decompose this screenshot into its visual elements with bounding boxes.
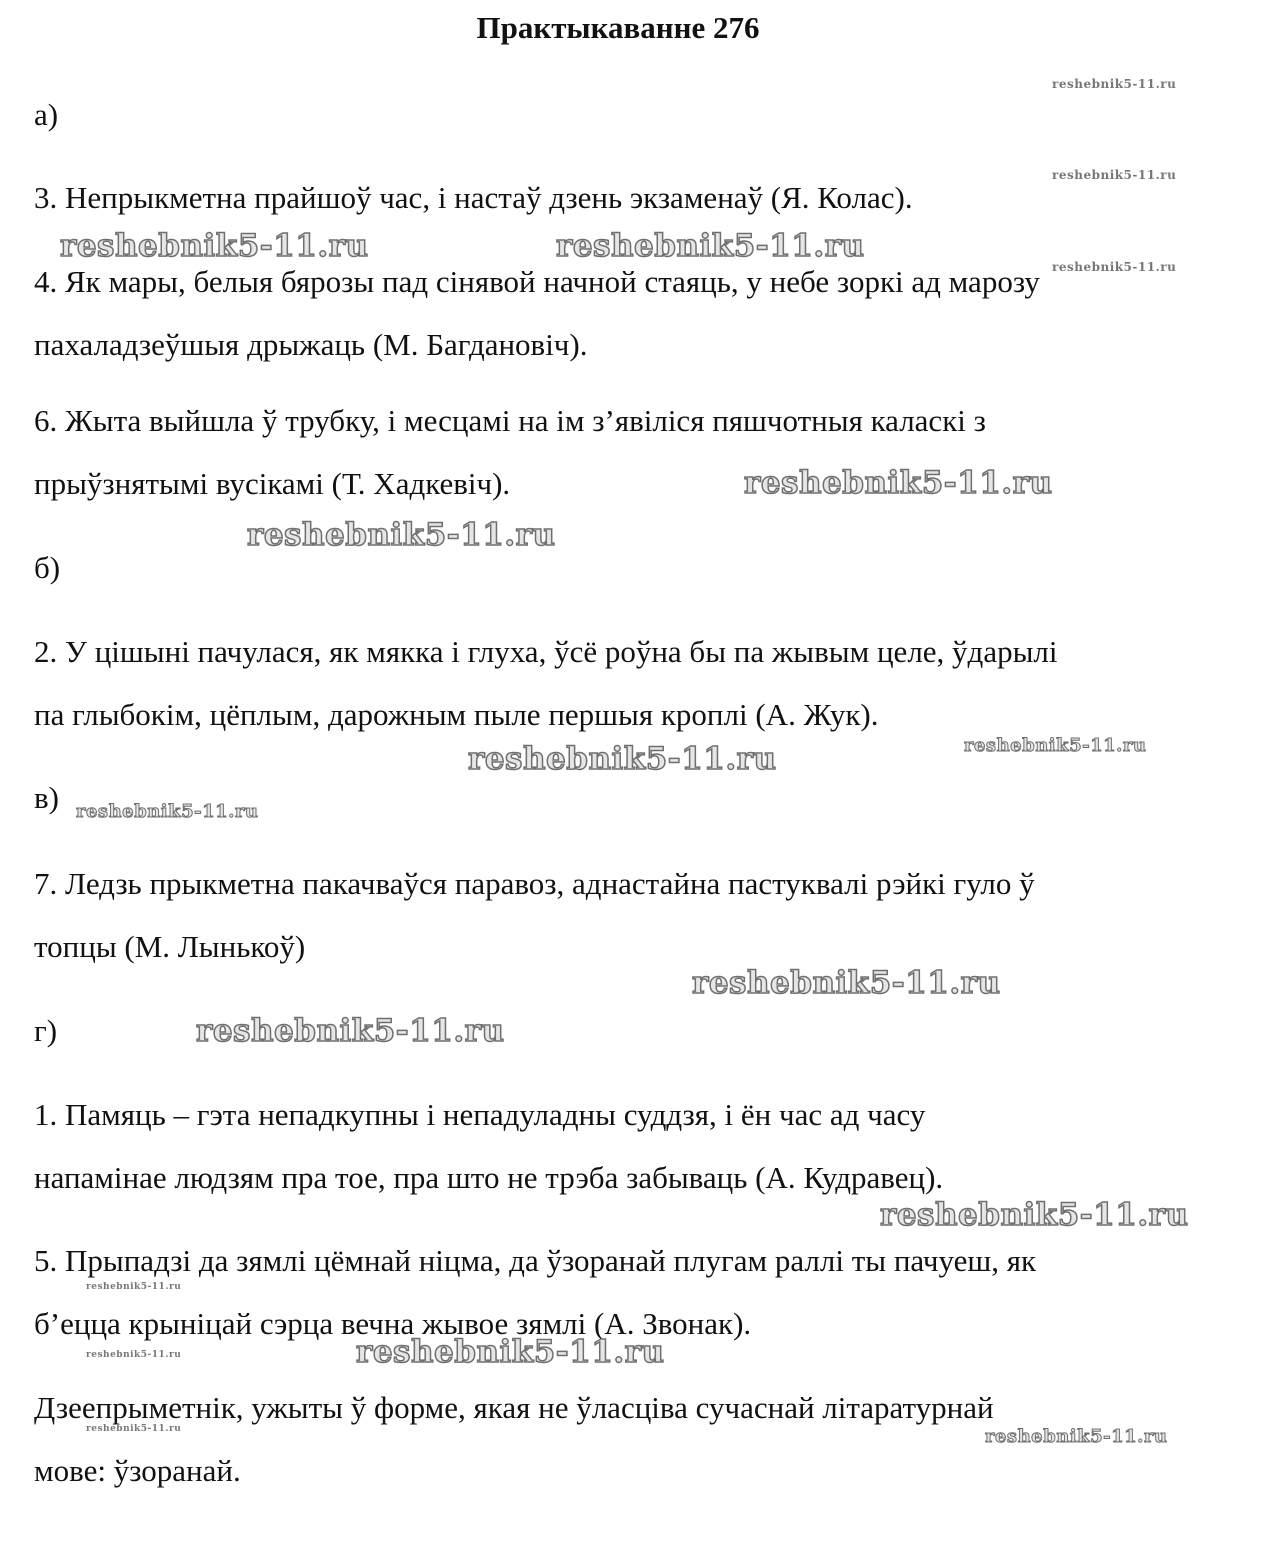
page-title: Практыкаванне 276 [476,10,760,45]
watermark: reshebnik5-11.ru [468,741,777,777]
watermark: reshebnik5-11.ru [964,735,1147,756]
watermark: reshebnik5-11.ru [86,1350,182,1360]
watermark: reshebnik5-11.ru [196,1013,505,1049]
sentence-7-line-2: топцы (М. Лынькоў) [34,929,306,964]
watermark: reshebnik5-11.ru [247,517,556,553]
sentence-1-line-1: 1. Памяць – гэта непадкупны і непадуладны суддзя, і ён час ад часу [34,1097,926,1132]
section-label-d: г) [34,1013,58,1048]
sentence-4-line-1: 4. Як мары, белыя бярозы пад сінявой начной стаяць, у небе зоркі ад марозу [34,264,1040,299]
conclusion-line-2: мове: ўзоранай. [34,1453,241,1488]
sentence-5-line-1: 5. Прыпадзі да зямлі цёмнай ніцма, да ўзоранай плугам раллі ты пачуеш, як [34,1243,1037,1278]
section-label-b: б) [34,550,61,585]
sentence-2-line-1: 2. У цішыні пачулася, як мякка і глуха, ўсё роўна бы па жывым целе, ўдарылі [34,634,1058,669]
watermark: reshebnik5-11.ru [880,1197,1189,1233]
watermark: reshebnik5-11.ru [1052,260,1177,274]
watermark: reshebnik5-11.ru [985,1426,1168,1447]
sentence-2-line-2: па глыбокім, цёплым, дарожным пыле першыя кроплі (А. Жук). [34,697,879,732]
sentence-4-line-2: пахаладзеўшыя дрыжаць (М. Багдановіч). [34,327,588,362]
watermark: reshebnik5-11.ru [356,1334,665,1370]
watermark: reshebnik5-11.ru [76,801,259,822]
section-label-c: в) [34,780,59,815]
section-label-a: а) [34,97,59,132]
sentence-6-line-1: 6. Жыта выйшла ў трубку, і месцамі на ім з’явіліся пяшчотныя каласкі з [34,403,986,438]
sentence-7-line-1: 7. Ледзь прыкметна пакачваўся паравоз, аднастайна пастуквалі рэйкі гуло ў [34,866,1035,901]
sentence-6-line-2: прыўзнятымі вусікамі (Т. Хадкевіч). [34,466,511,501]
watermark: reshebnik5-11.ru [86,1424,182,1434]
sentence-5-line-2: б’ецца крыніцай сэрца вечна жывое зямлі (А. Звонак). [34,1306,752,1341]
watermark: reshebnik5-11.ru [556,228,865,264]
watermark: reshebnik5-11.ru [1052,77,1177,91]
sentence-1-line-2: напамінае людзям пра тое, пра што не трэба забываць (А. Кудравец). [34,1160,944,1195]
watermark: reshebnik5-11.ru [1052,168,1177,182]
watermark: reshebnik5-11.ru [744,465,1053,501]
watermark: reshebnik5-11.ru [692,965,1001,1001]
sentence-3: 3. Непрыкметна прайшоў час, і настаў дзень экзаменаў (Я. Колас). [34,180,913,215]
conclusion-line-1: Дзеепрыметнік, ужыты ў форме, якая не ўласціва сучаснай літаратурнай [34,1390,994,1425]
watermark: reshebnik5-11.ru [60,228,369,264]
watermark: reshebnik5-11.ru [86,1282,182,1292]
